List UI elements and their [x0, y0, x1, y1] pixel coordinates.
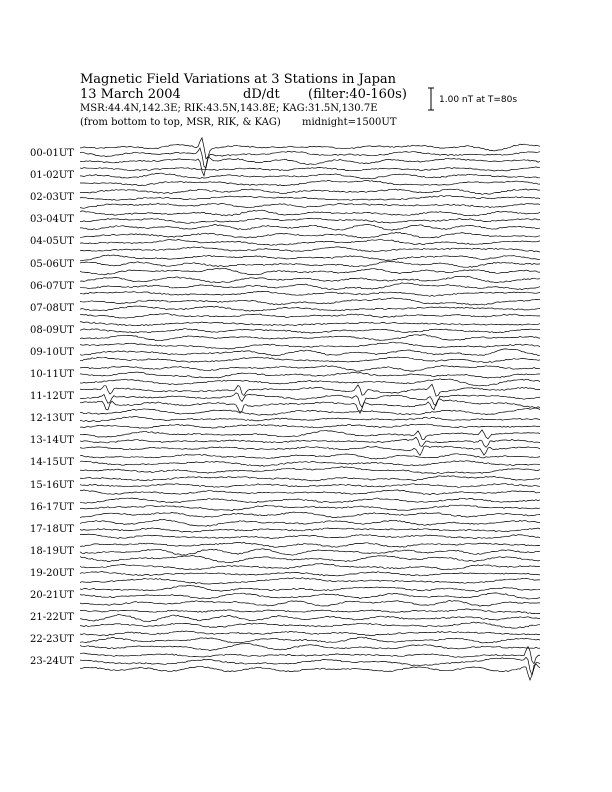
hour-label: 02-03UT: [30, 192, 74, 204]
hour-label: 08-09UT: [30, 324, 74, 336]
trace-msr-row-8: [80, 335, 540, 341]
trace-rik-row-19: [80, 572, 540, 576]
trace-kag-row-3: [80, 210, 540, 216]
trace-msr-row-23: [80, 664, 540, 680]
trace-order-note: (from bottom to top, MSR, RIK, & KAG): [80, 117, 281, 128]
trace-msr-row-3: [80, 224, 540, 230]
trace-kag-row-16: [80, 498, 540, 503]
hour-label: 19-20UT: [30, 567, 74, 579]
midnight-note: midnight=1500UT: [302, 117, 397, 128]
trace-rik-row-4: [80, 239, 540, 245]
trace-rik-row-1: [80, 173, 540, 179]
hour-label: 07-08UT: [30, 302, 74, 314]
hour-label: 14-15UT: [30, 457, 74, 469]
trace-rik-row-15: [80, 484, 540, 488]
trace-kag-row-4: [80, 232, 540, 238]
hour-label: 10-11UT: [30, 369, 74, 380]
trace-kag-row-13: [80, 430, 540, 440]
trace-msr-row-10: [80, 379, 540, 386]
trace-kag-row-0: [80, 138, 540, 159]
hour-label: 21-22UT: [30, 612, 74, 624]
trace-rik-row-23: [80, 657, 540, 675]
trace-msr-row-1: [80, 181, 540, 186]
trace-rik-row-8: [80, 329, 540, 333]
trace-kag-row-23: [80, 647, 540, 664]
trace-msr-row-17: [80, 534, 540, 538]
trace-kag-row-9: [80, 342, 540, 349]
trace-rik-row-16: [80, 505, 540, 511]
trace-msr-row-13: [80, 446, 540, 456]
trace-kag-row-14: [80, 454, 540, 459]
hour-label: 06-07UT: [30, 280, 74, 292]
trace-rik-row-7: [80, 306, 540, 311]
hour-label: 00-01UT: [30, 148, 74, 159]
trace-kag-row-5: [80, 255, 540, 261]
trace-kag-row-22: [80, 631, 540, 636]
trace-msr-row-7: [80, 314, 540, 318]
trace-rik-row-6: [80, 283, 540, 290]
hour-label: 04-05UT: [30, 236, 74, 248]
trace-rik-row-9: [80, 349, 540, 356]
hour-label: 15-16UT: [30, 479, 74, 491]
trace-kag-row-12: [80, 408, 540, 415]
trace-rik-row-22: [80, 637, 540, 643]
hour-label: 13-14UT: [30, 435, 74, 447]
trace-rik-row-10: [80, 372, 540, 378]
chart-title: Magnetic Field Variations at 3 Stations in Japan: [80, 72, 397, 87]
hour-label: 23-24UT: [30, 656, 74, 668]
component-label: dD/dt: [243, 87, 280, 102]
trace-rik-row-13: [80, 437, 540, 447]
hour-label: 11-12UT: [30, 391, 74, 403]
hour-label: 05-06UT: [30, 258, 74, 270]
trace-kag-row-11: [80, 384, 540, 396]
trace-msr-row-4: [80, 247, 540, 252]
trace-rik-row-0: [80, 148, 540, 168]
chart-date: 13 March 2004: [80, 87, 181, 102]
trace-msr-row-12: [80, 424, 540, 428]
trace-msr-row-16: [80, 512, 540, 518]
trace-kag-row-2: [80, 189, 540, 194]
trace-kag-row-6: [80, 276, 540, 282]
hour-label: 20-21UT: [30, 590, 74, 601]
trace-rik-row-17: [80, 528, 540, 532]
trace-msr-row-9: [80, 357, 540, 363]
trace-kag-row-8: [80, 322, 540, 326]
trace-msr-row-20: [80, 601, 540, 607]
trace-kag-row-15: [80, 476, 540, 481]
trace-msr-row-22: [80, 643, 540, 650]
trace-msr-row-0: [80, 157, 540, 176]
trace-msr-row-5: [80, 268, 540, 275]
trace-rik-row-18: [80, 549, 540, 556]
trace-kag-row-19: [80, 564, 540, 570]
trace-msr-row-18: [80, 556, 540, 563]
trace-kag-row-20: [80, 585, 540, 591]
trace-rik-row-11: [80, 393, 540, 407]
trace-rik-row-3: [80, 218, 540, 223]
hour-label: 12-13UT: [30, 413, 74, 425]
trace-rik-row-14: [80, 461, 540, 467]
trace-kag-row-1: [80, 167, 540, 171]
trace-rik-row-20: [80, 593, 540, 599]
hour-label: 03-04UT: [30, 214, 74, 226]
trace-msr-row-19: [80, 578, 540, 584]
trace-msr-row-2: [80, 203, 540, 208]
hour-label: 17-18UT: [30, 523, 74, 535]
trace-kag-row-21: [80, 609, 540, 614]
trace-msr-row-6: [80, 291, 540, 296]
trace-kag-row-7: [80, 298, 540, 305]
trace-msr-row-14: [80, 467, 540, 474]
hour-label: 18-19UT: [30, 545, 74, 557]
station-coordinates: MSR:44.4N,142.3E; RIK:43.5N,143.8E; KAG:31.5N,130.7E: [80, 103, 378, 114]
hour-label: 09-10UT: [30, 346, 74, 358]
hour-label: 16-17UT: [30, 501, 74, 513]
filter-label: (filter:40-160s): [308, 87, 407, 102]
hour-label: 22-23UT: [30, 634, 74, 646]
trace-rik-row-2: [80, 196, 540, 201]
trace-kag-row-18: [80, 542, 540, 547]
trace-rik-row-21: [80, 615, 540, 622]
trace-msr-row-21: [80, 622, 540, 628]
trace-rik-row-5: [80, 261, 540, 267]
trace-kag-row-17: [80, 519, 540, 526]
trace-msr-row-15: [80, 490, 540, 495]
trace-rik-row-12: [80, 416, 540, 421]
hour-label: 01-02UT: [30, 170, 74, 182]
scale-bar-label: 1.00 nT at T=80s: [439, 95, 518, 105]
trace-kag-row-10: [80, 365, 540, 371]
